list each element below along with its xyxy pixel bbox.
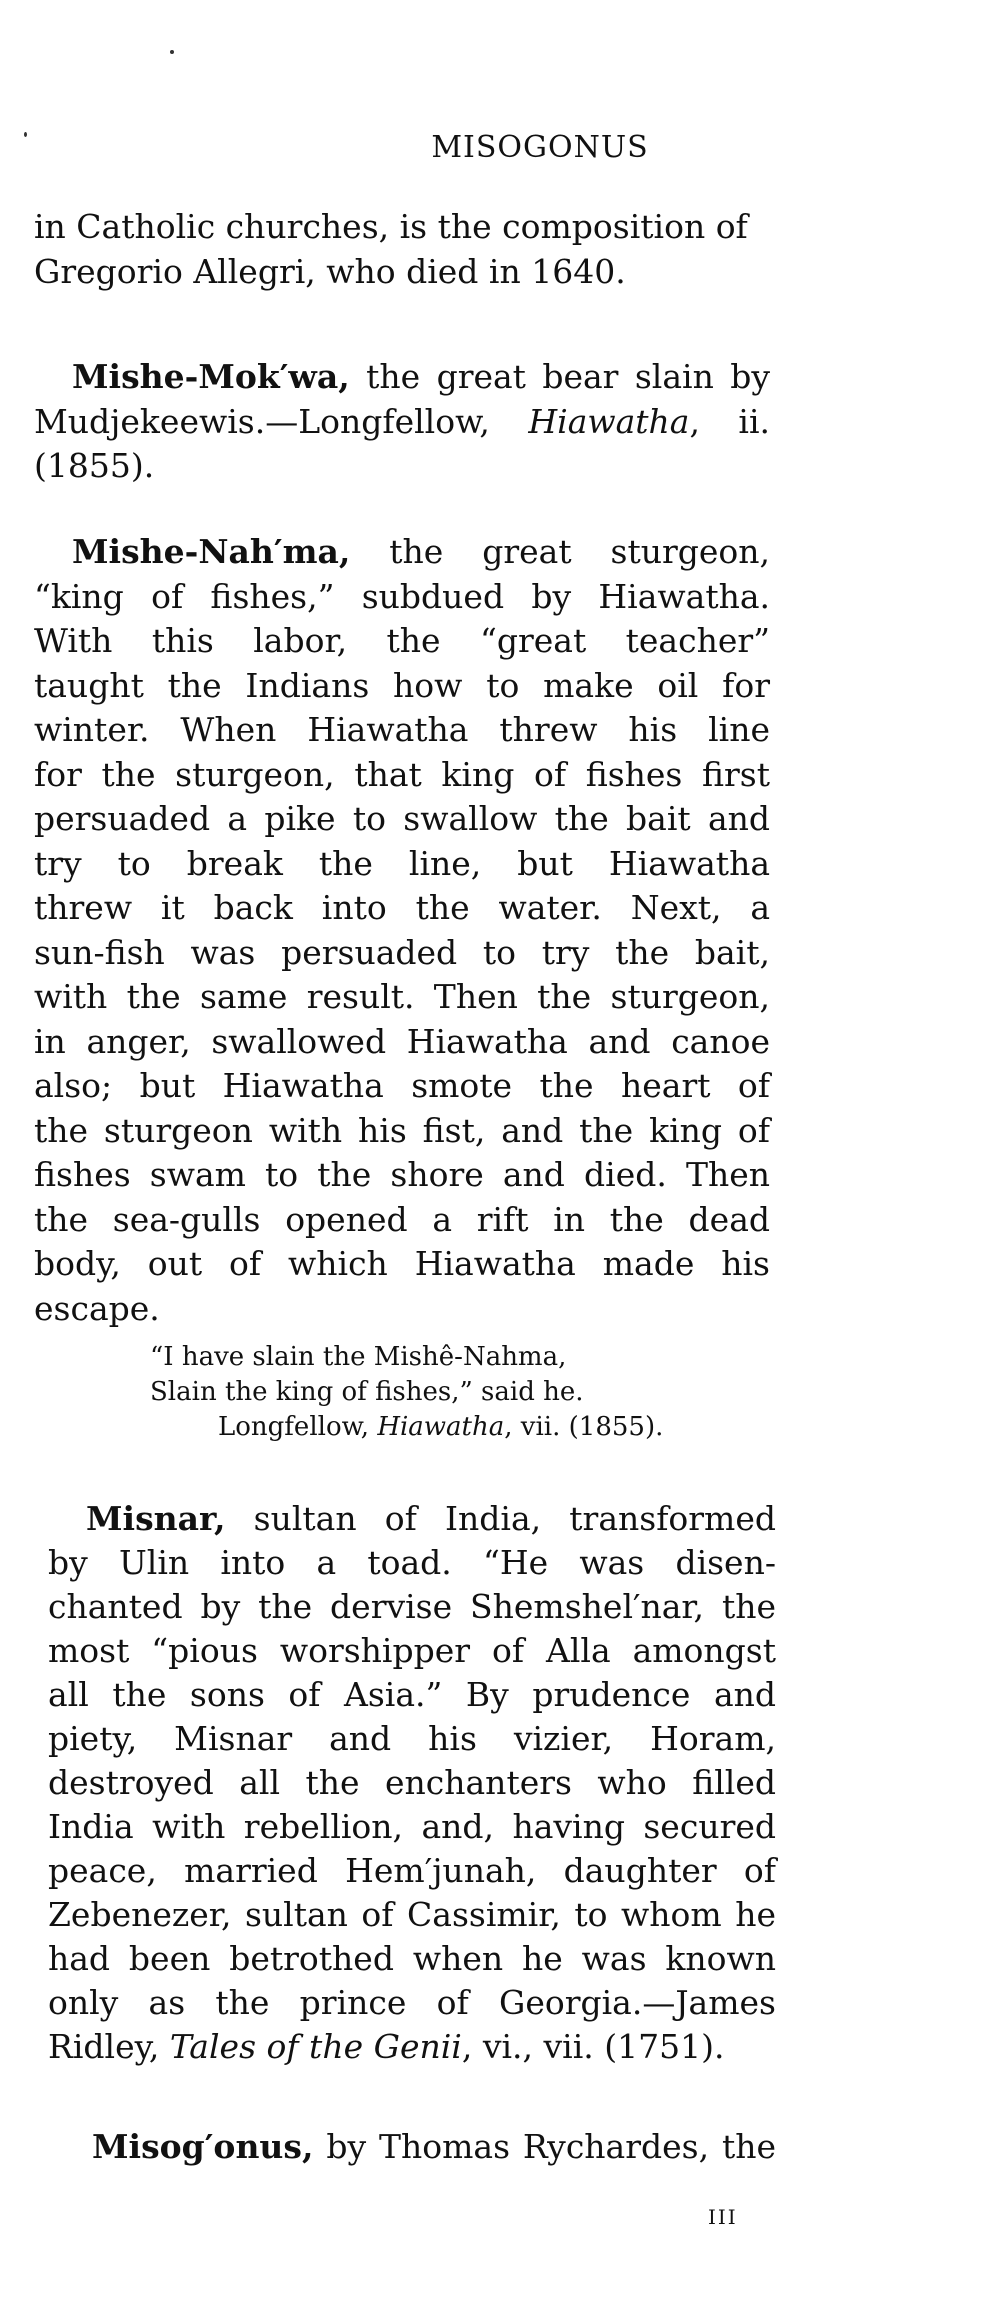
text-line: threw it back into the water. Next, a	[34, 888, 770, 927]
text-line: most “pious worshipper of Alla amongst	[48, 1631, 776, 1670]
text-line: winter. When Hiawatha threw his line	[34, 710, 770, 749]
headword: Misnar,	[86, 1499, 226, 1538]
signature-mark: III	[708, 2205, 738, 2229]
text-line: destroyed all the enchanters who filled	[48, 1763, 776, 1802]
text-line: had been betrothed when he was known	[48, 1939, 776, 1978]
text-run: the great bear slain by	[349, 357, 770, 396]
text-run: Mudjekeewis.—Longfellow,	[34, 401, 529, 441]
verse-citation	[150, 1410, 770, 1445]
text-run: sultan of India, transformed	[225, 1499, 776, 1538]
text-line: India with rebellion, and, having secured	[48, 1807, 776, 1846]
text-run: by Thomas Rychardes, the	[313, 2127, 776, 2166]
running-header: MISOGONUS	[431, 130, 649, 165]
headword: Misog′onus,	[92, 2127, 314, 2166]
text-line: “king of fishes,” subdued by Hiawatha.	[34, 576, 770, 616]
entry-mishe-nahma	[34, 530, 770, 1331]
text-line: persuaded a pike to swallow the bait and	[34, 799, 770, 838]
text-line: chanted by the dervise Shemshel′nar, the	[48, 1587, 776, 1626]
text-line: in Catholic churches, is the composition of	[34, 207, 748, 246]
text-line	[34, 530, 770, 575]
entry-mishe-mokwa	[34, 355, 770, 489]
text-line: the sturgeon with his fist, and the king of	[34, 1110, 770, 1150]
text-line: (1855).	[34, 446, 155, 485]
entry-misogonus	[48, 2125, 776, 2170]
text-run: Longfellow,	[218, 1412, 378, 1442]
text-line: With this labor, the “great teacher”	[34, 621, 770, 660]
headword: Mishe-Nah′ma,	[72, 532, 351, 571]
text-line: also; but Hiawatha smote the heart of	[34, 1066, 770, 1105]
text-line: fishes swam to the shore and died. Then	[34, 1155, 770, 1194]
text-line	[48, 1497, 776, 1541]
text-line: by Ulin into a toad. “He was disen-	[48, 1543, 776, 1582]
text-line	[34, 355, 770, 400]
work-title: Hiawatha	[528, 401, 690, 441]
text-line	[48, 2125, 776, 2170]
text-line: piety, Misnar and his vizier, Horam,	[48, 1719, 776, 1758]
text-line	[34, 400, 770, 445]
text-line: peace, married Hem′junah, daughter of	[48, 1851, 776, 1890]
text-line: sun-fish was persuaded to try the bait,	[34, 932, 770, 972]
text-run: , ii.	[689, 401, 771, 441]
headword: Mishe-Mok′wa,	[72, 357, 350, 396]
text-run: the great sturgeon,	[350, 532, 770, 571]
entry-misnar	[48, 1497, 776, 2069]
work-title: Hiawatha	[377, 1412, 505, 1442]
text-line: the sea-gulls opened a rift in the dead	[34, 1199, 770, 1239]
text-line: Zebenezer, sultan of Cassimir, to whom he	[48, 1895, 776, 1934]
text-run: , vii. (1855).	[504, 1412, 664, 1442]
text-line: only as the prince of Georgia.—James	[48, 1983, 776, 2022]
verse-quotation	[150, 1340, 770, 1445]
text-line: in anger, swallowed Hiawatha and canoe	[34, 1021, 770, 1061]
text-line	[48, 2025, 776, 2069]
ink-speck	[170, 50, 174, 54]
verse-line: “I have slain the Mishê-Nahma,	[150, 1342, 567, 1372]
text-line: taught the Indians how to make oil for	[34, 665, 770, 705]
text-run: , vi., vii. (1751).	[461, 2027, 725, 2066]
work-title: Tales of the Genii	[169, 2027, 462, 2066]
text-run: Ridley,	[48, 2027, 170, 2066]
text-line: for the sturgeon, that king of fishes first	[34, 754, 770, 794]
text-line: try to break the line, but Hiawatha	[34, 843, 770, 883]
intro-paragraph	[34, 205, 768, 294]
text-line: all the sons of Asia.” By prudence and	[48, 1675, 776, 1714]
text-line: with the same result. Then the sturgeon,	[34, 977, 770, 1016]
verse-line: Slain the king of fishes,” said he.	[150, 1377, 584, 1407]
text-line: body, out of which Hiawatha made his	[34, 1244, 770, 1283]
text-line: Gregorio Allegri, who died in 1640.	[34, 251, 626, 291]
text-line: escape.	[34, 1288, 160, 1328]
